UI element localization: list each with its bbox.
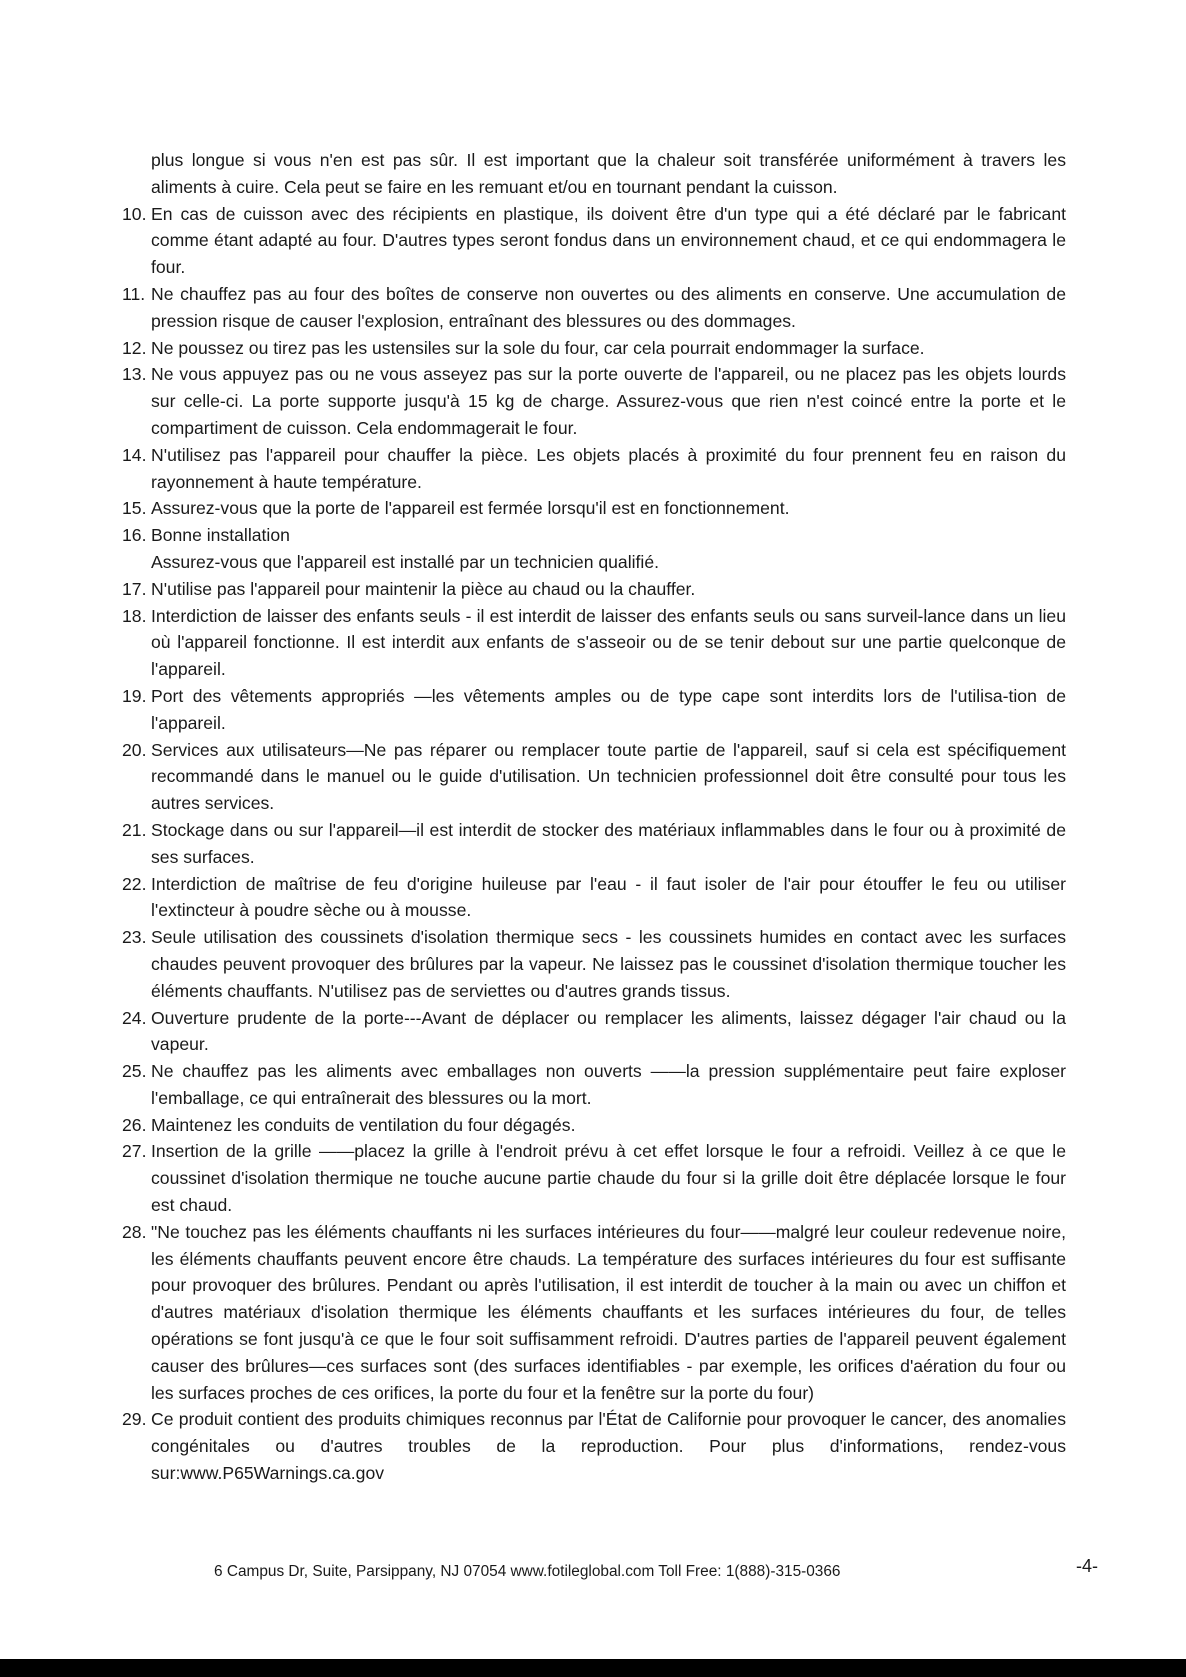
item-text: Ce produit contient des produits chimiques reconnus par l'État de Californie pour provoquer le cancer, des anomalies congénitales ou d'autres troubles de la reproduction. Pour plus d'informations, rendez-vous sur:www.P65Warnings.ca.gov <box>151 1409 1066 1484</box>
list-item <box>122 281 1066 335</box>
page-number: -4- <box>1076 1556 1098 1576</box>
item-number: 10. <box>122 203 147 224</box>
item-number: 17. <box>122 578 147 599</box>
item-number: 15. <box>122 498 147 519</box>
footer-address: 6 Campus Dr, Suite, Parsippany, NJ 07054 www.fotileglobal.com Toll Free: 1(888)-315-0366 <box>214 1563 841 1580</box>
item-number: 11. <box>122 283 146 304</box>
item-number: 12. <box>122 337 147 358</box>
item-number: 25. <box>122 1061 147 1082</box>
list-item <box>122 335 1066 362</box>
item-text: Ne chauffez pas les aliments avec emballages non ouverts ——la pression supplémentaire peut faire exploser l'emballage, ce qui entraînerait des blessures ou la mort. <box>151 1061 1066 1108</box>
item-text: "Ne touchez pas les éléments chauffants ni les surfaces intérieures du four——malgré leur couleur redevenue noire, les éléments chauffants peuvent encore être chauds. La température des surfaces intérieures du four est suffisante pour provoquer des brûlures. Pendant ou après l'utilisation, il est interdit de toucher à la main ou avec un chiffon et d'autres matériaux d'isolation thermique les éléments chauffants et les surfaces intérieures du four, de telles opérations se font jusqu'à ce que le four soit suffisamment refroidi. D'autres parties de l'appareil peuvent également causer des brûlures—ces surfaces sont (des surfaces identifiables - par exemple, les orifices d'aération du four ou les surfaces proches de ces orifices, la porte du four et la fenêtre sur la porte du four) <box>151 1221 1066 1403</box>
item-text: Interdiction de maîtrise de feu d'origine huileuse par l'eau - il faut isoler de l'air pour étouffer le feu ou utiliser l'extincteur à poudre sèche ou à mousse. <box>151 873 1066 921</box>
item-number: 29. <box>122 1409 147 1430</box>
list-item <box>122 1138 1066 1218</box>
item-text: Ne vous appuyez pas ou ne vous asseyez pas sur la porte ouverte de l'appareil, ou ne placez pas les objets lourds sur celle-ci. La porte supporte jusqu'à 15 kg de charge. Assurez-vous que rien n'est coincé entre la porte et le compartiment de cuisson. Cela endommagerait le four. <box>151 364 1066 438</box>
item-text: Insertion de la grille ——placez la grille à l'endroit prévu à cet effet lorsque le four a refroidi. Veillez à ce que le coussinet d'isolation thermique ne touche aucune partie chaude du four si la grille doit être déplacée lorsque le four est chaud. <box>151 1141 1066 1216</box>
item-number: 19. <box>122 685 147 706</box>
list-item <box>122 924 1066 1004</box>
list-item <box>122 683 1066 737</box>
list-item <box>122 495 1066 522</box>
item-number: 13. <box>122 364 147 385</box>
item-text: Ne chauffez pas au four des boîtes de conserve non ouvertes ou des aliments en conserve. Une accumulation de pression risque de causer l'explosion, entraînant des blessures ou des dommages. <box>151 283 1066 331</box>
list-item <box>122 817 1066 871</box>
list-item <box>122 576 1066 603</box>
item-text: Maintenez les conduits de ventilation du four dégagés. <box>151 1114 576 1135</box>
item-number: 14. <box>122 444 147 465</box>
list-item <box>122 522 1066 576</box>
list-item <box>122 361 1066 441</box>
list-item <box>122 603 1066 683</box>
list-item <box>122 871 1066 925</box>
item-number: 16. <box>122 525 147 546</box>
item-number: 23. <box>122 927 147 948</box>
list-item <box>122 201 1066 281</box>
safety-instructions <box>122 147 1066 1487</box>
list-item <box>122 1058 1066 1112</box>
item-number: 24. <box>122 1007 147 1028</box>
item-text: Ne poussez ou tirez pas les ustensiles sur la sole du four, car cela pourrait endommager la surface. <box>151 337 925 358</box>
item-text: Port des vêtements appropriés —les vêtements amples ou de type cape sont interdits lors de l'utilisa-tion de l'appareil. <box>151 685 1066 733</box>
list-item <box>122 737 1066 817</box>
item-text: En cas de cuisson avec des récipients en plastique, ils doivent être d'un type qui a été déclaré par le fabricant comme étant adapté au four. D'autres types seront fondus dans un environnement chaud, et ce qui endommagera le four. <box>151 203 1066 278</box>
item-text: Interdiction de laisser des enfants seuls - il est interdit de laisser des enfants seuls ou sans surveil-lance dans un lieu où l'appareil fonctionne. Il est interdit aux enfants de s'asseoir ou de se tenir debout sur une partie quelconque de l'appareil. <box>151 605 1066 680</box>
item-text: Assurez-vous que la porte de l'appareil est fermée lorsqu'il est en fonctionnement. <box>151 498 790 519</box>
item-subtext: Assurez-vous que l'appareil est installé par un technicien qualifié. <box>151 551 660 572</box>
item-number: 28. <box>122 1221 147 1242</box>
list-item <box>122 1406 1066 1486</box>
item-text: N'utilisez pas l'appareil pour chauffer la pièce. Les objets placés à proximité du four prennent feu en raison du rayonnement à haute température. <box>151 444 1066 492</box>
list-item <box>122 1219 1066 1407</box>
item-text: N'utilise pas l'appareil pour maintenir la pièce au chaud ou la chauffer. <box>151 578 696 599</box>
item-text: Services aux utilisateurs—Ne pas réparer ou remplacer toute partie de l'appareil, sauf si cela est spécifiquement recommandé dans le manuel ou le guide d'utilisation. Un technicien professionnel doit être consulté pour tous les autres services. <box>151 739 1066 814</box>
item-text: Seule utilisation des coussinets d'isolation thermique secs - les coussinets humides en contact avec les surfaces chaudes peuvent provoquer des brûlures par la vapeur. Ne laissez pas le coussinet d'isolation thermique toucher les éléments chauffants. N'utilisez pas de serviettes ou d'autres grands tissus. <box>151 927 1066 1001</box>
item-number: 18. <box>122 605 147 626</box>
item-text: Stockage dans ou sur l'appareil—il est interdit de stocker des matériaux inflammables dans le four ou à proximité de ses surfaces. <box>151 819 1066 867</box>
item-number: 22. <box>122 873 147 894</box>
bottom-border <box>0 1659 1186 1677</box>
item-number: 27. <box>122 1141 147 1162</box>
item-text: Bonne installation <box>151 525 290 546</box>
item-number: 20. <box>122 739 147 760</box>
item-number: 21. <box>122 819 147 840</box>
list-item <box>122 1005 1066 1059</box>
item-text: Ouverture prudente de la porte---Avant de déplacer ou remplacer les aliments, laissez dégager l'air chaud ou la vapeur. <box>151 1007 1066 1055</box>
list-item <box>122 1112 1066 1139</box>
list-item <box>122 442 1066 496</box>
item-number: 26. <box>122 1114 147 1135</box>
continuation-paragraph: plus longue si vous n'en est pas sûr. Il est important que la chaleur soit transférée uniformément à travers les aliments à cuire. Cela peut se faire en les remuant et/ou en tournant pendant la cuisson. <box>151 150 1066 197</box>
